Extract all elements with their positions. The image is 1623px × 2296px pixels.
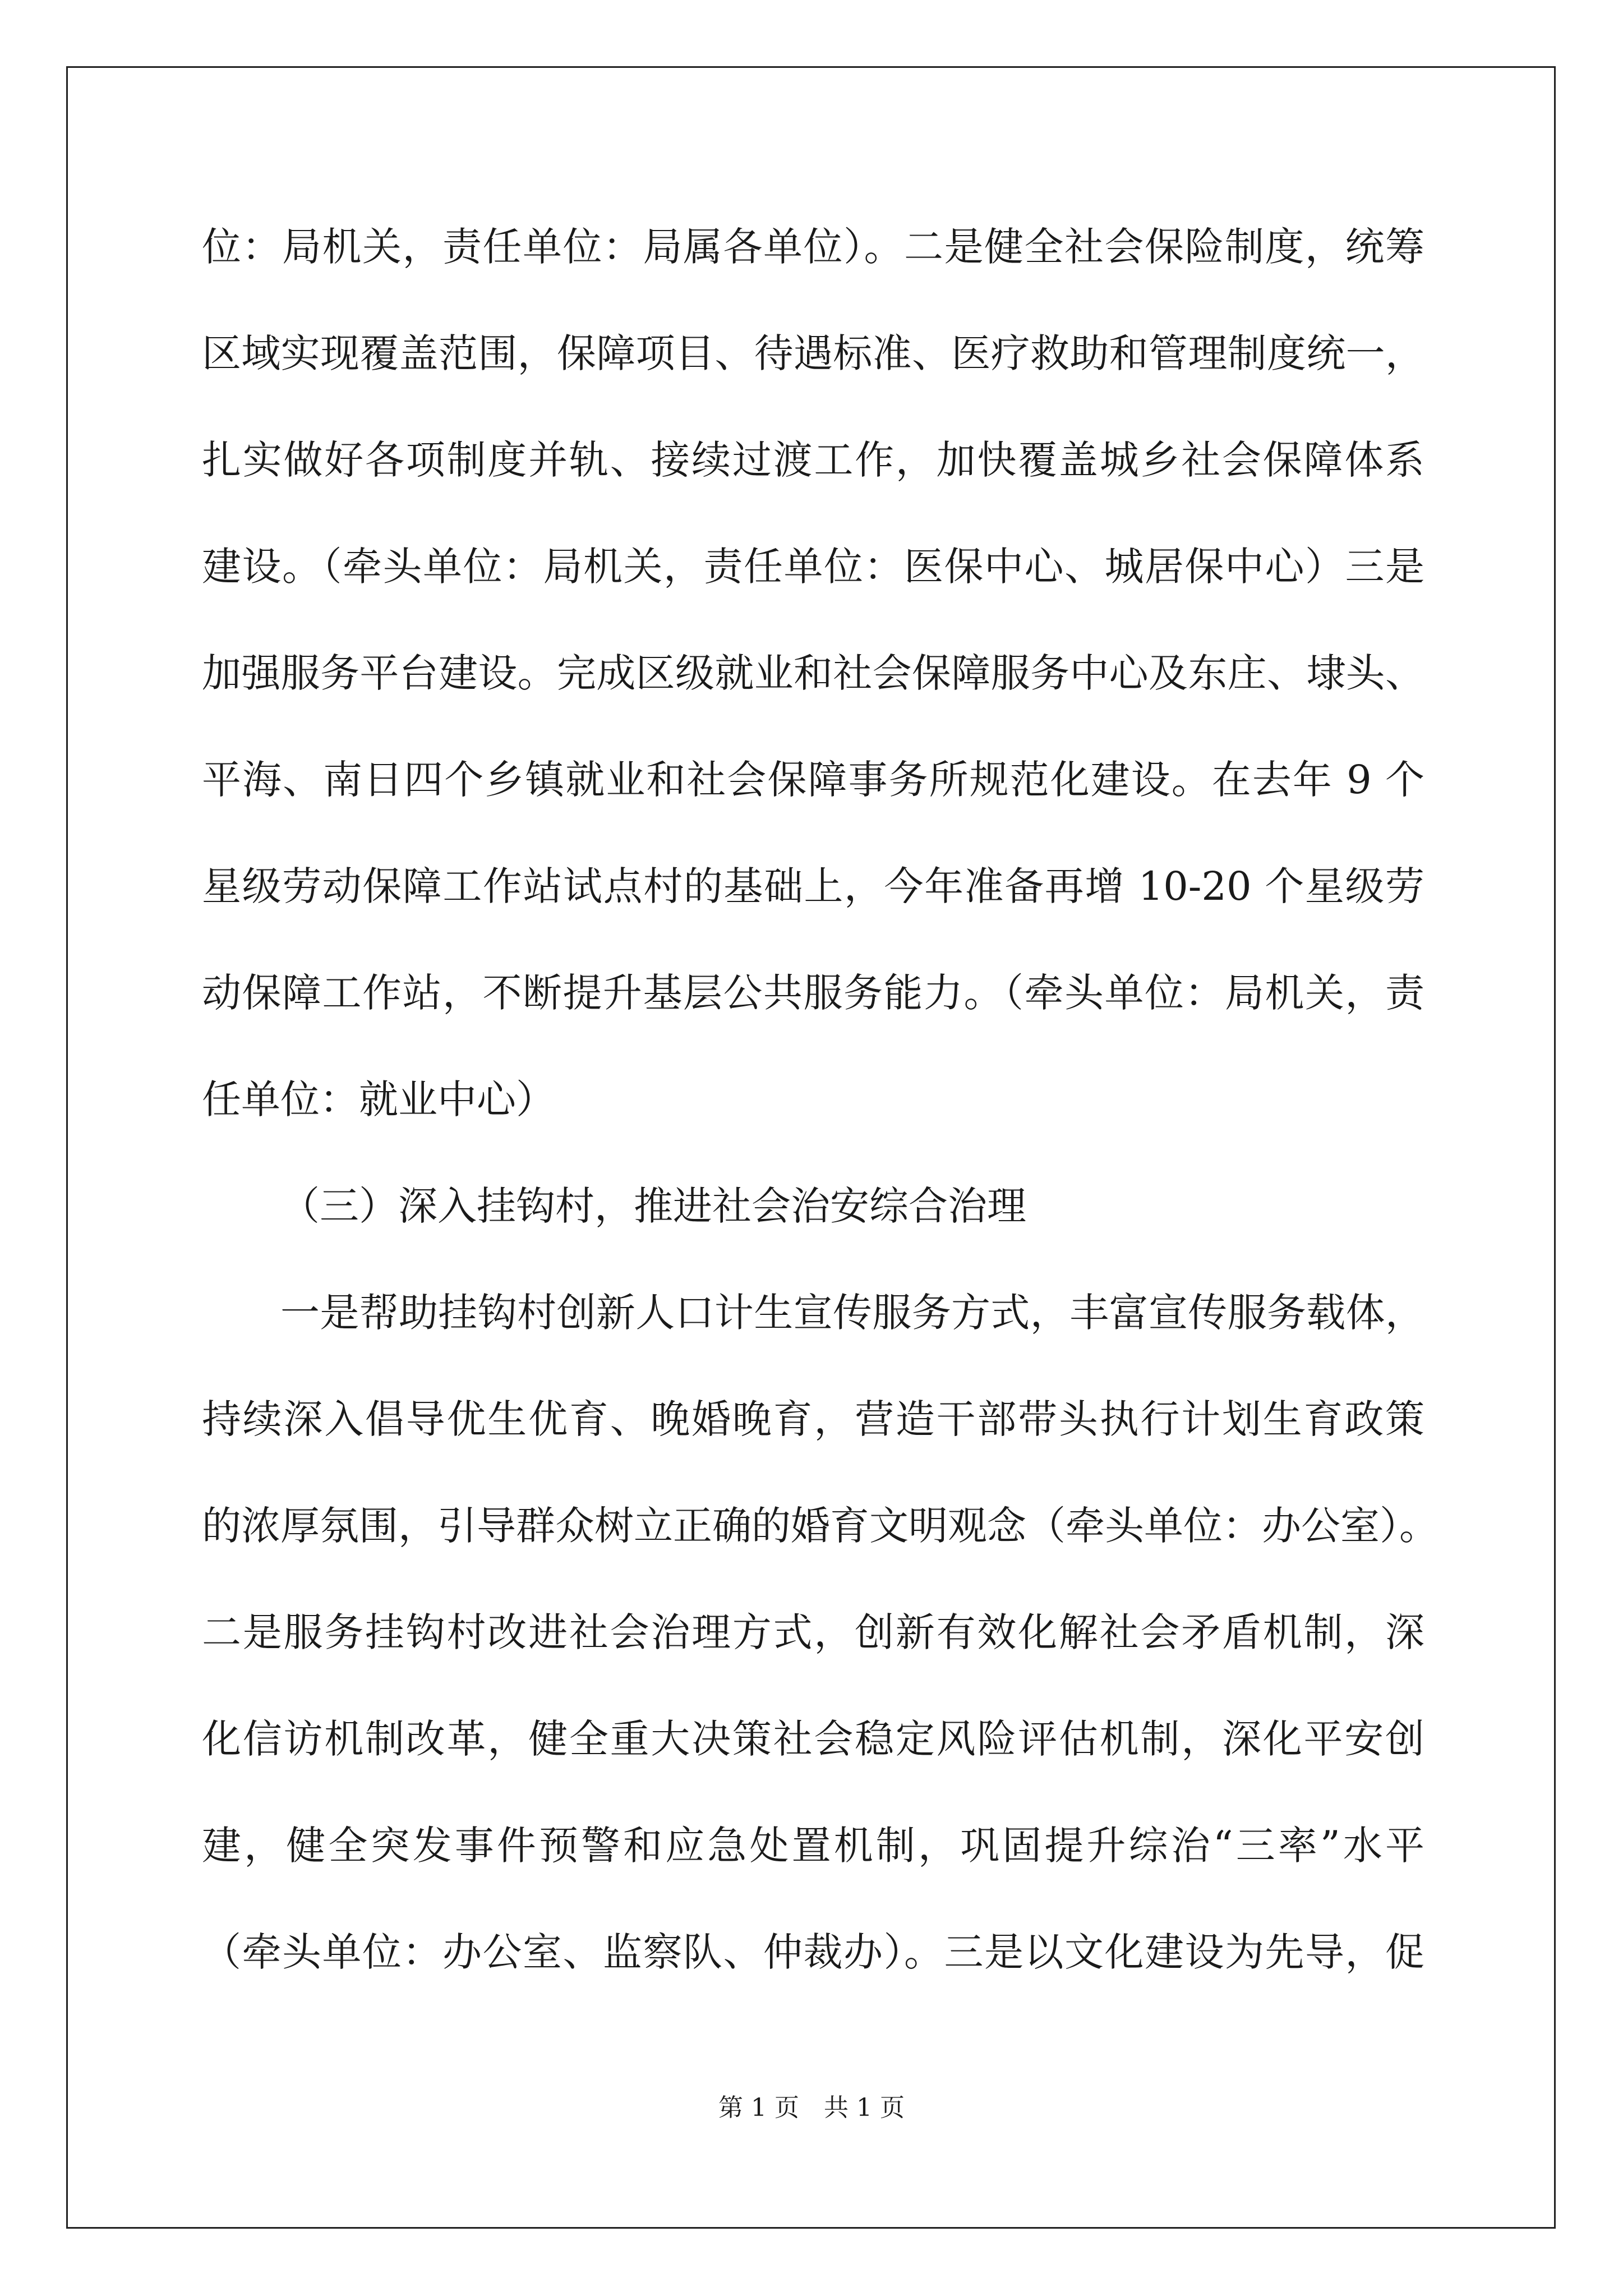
body-line-6: 平海、南日四个乡镇就业和社会保障事务所规范化建设。在去年 9 个 [202, 757, 1424, 803]
body-line-16: 建，健全突发事件预警和应急处置机制，巩固提升综治“三率”水平 [202, 1823, 1424, 1869]
page-border [66, 66, 1556, 2229]
body-line-3: 扎实做好各项制度并轨、接续过渡工作，加快覆盖城乡社会保障体系 [202, 437, 1424, 483]
body-line-8: 动保障工作站，不断提升基层公共服务能力。（牵头单位：局机关，责 [202, 970, 1424, 1016]
page-footer: 第 1 页 共 1 页 [718, 2093, 905, 2122]
body-line-4: 建设。（牵头单位：局机关，责任单位：医保中心、城居保中心）三是 [202, 544, 1424, 590]
body-line-12: 持续深入倡导优生优育、晚婚晚育，营造干部带头执行计划生育政策 [202, 1396, 1424, 1442]
body-line-1: 位：局机关，责任单位：局属各单位）。二是健全社会保险制度，统筹 [202, 224, 1424, 270]
body-line-7: 星级劳动保障工作站试点村的基础上，今年准备再增 10-20 个星级劳 [202, 863, 1424, 909]
body-line-5: 加强服务平台建设。完成区级就业和社会保障服务中心及东庄、埭头、 [202, 650, 1424, 696]
body-line-11: 一是帮助挂钩村创新人口计生宣传服务方式，丰富宣传服务载体， [280, 1290, 1424, 1336]
body-line-2: 区域实现覆盖范围，保障项目、待遇标准、医疗救助和管理制度统一， [202, 330, 1424, 376]
body-line-15: 化信访机制改革，健全重大决策社会稳定风险评估机制，深化平安创 [202, 1716, 1424, 1762]
body-line-17: （牵头单位：办公室、监察队、仲裁办）。三是以文化建设为先导，促 [202, 1929, 1424, 1975]
body-line-14: 二是服务挂钩村改进社会治理方式，创新有效化解社会矛盾机制，深 [202, 1609, 1424, 1655]
section-heading: （三）深入挂钩村，推进社会治安综合治理 [280, 1183, 1026, 1229]
body-line-13: 的浓厚氛围，引导群众树立正确的婚育文明观念（牵头单位：办公室）。 [202, 1503, 1438, 1549]
body-line-9: 任单位：就业中心） [202, 1076, 555, 1122]
